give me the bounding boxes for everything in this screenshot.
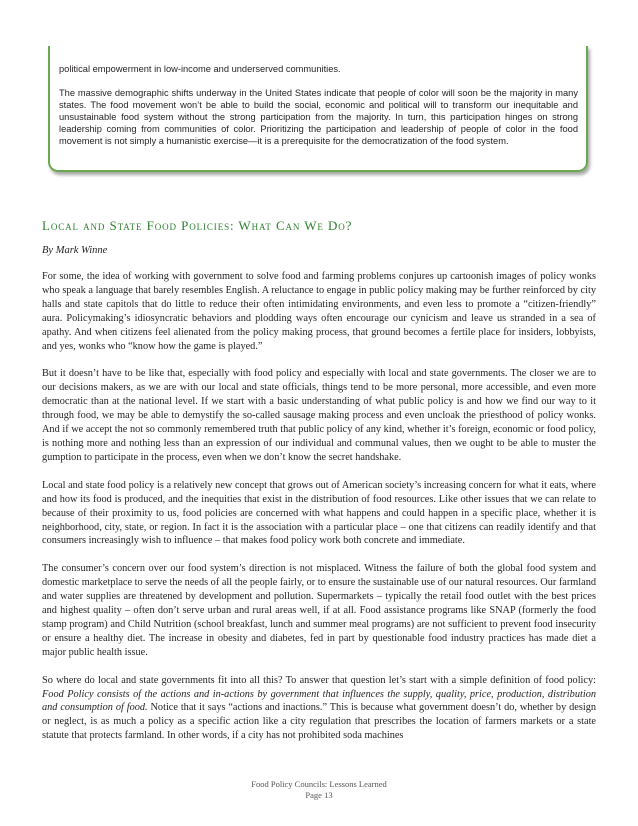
callout-paragraph: political empowerment in low-income and underserved communities. bbox=[59, 64, 341, 74]
body-paragraph bbox=[42, 674, 596, 744]
body-text: Notice that it says “actions and inactions.” This is because what government doesn’t do, whether by design or neglect, is as much a policy as a specific action like a city regulation that prescribes the location of farmers markets or a state statute that protects farmland. In other words, if a city has not prohibited soda machines bbox=[42, 702, 596, 742]
body-paragraph: For some, the idea of working with government to solve food and farming problems conjures up cartoonish images of policy wonks who speak a language that barely resembles English. A reluctance to engage in public policy making may be further reinforced by city halls and state capitols that do little to reduce their often intimidating environments, and even less to promote a “citizen-friendly” aura. Policymaking’s idiosyncratic behaviors and plodding ways often encourage our cynicism and leave us stranded in a sea of apathy. And when citizens feel alienated from the policy making process, that ground becomes a fertile place for insiders, lobbyists, and yes, wonks who “know how the game is played.” bbox=[42, 271, 596, 352]
callout-paragraph: The massive demographic shifts underway in the United States indicate that people of color will soon be the majority in many states. The food movement won’t be able to build the social, economic and political will to transform our inequitable and unsustainable food system without the strong participation from the majority. In turn, this participation hinges on strong leadership coming from communities of color. Prioritizing the participation and leadership of people of color in the food movement is not simply a humanistic exercise—it is a prerequisite for the democratization of the food system. bbox=[59, 88, 578, 147]
body-paragraph: The consumer’s concern over our food system’s direction is not misplaced. Witness the failure of both the global food system and domestic marketplace to serve the needs of all the people fairly, or to ensure the sustainable use of our natural resources. Our farmland and water supplies are threatened by development and pollution. Supermarkets – typically the retail food outlet with the best prices and highest quality – often don’t serve urban and rural areas well, if at all. Food assistance programs like SNAP (formerly the food stamp program) and Child Nutrition (school breakfast, lunch and summer meal programs) are not sufficient to prevent food insecurity or ensure a healthy diet. The increase in obesity and diabetes, fed in part by questionable food industry practices has made diet a major public health issue. bbox=[42, 563, 597, 658]
page-footer bbox=[0, 779, 638, 801]
article-body bbox=[42, 270, 596, 757]
food-policy-definition: Food Policy consists of the actions and in-actions by government that influences the supply, quality, price, production, distribution and consumption of food. bbox=[42, 688, 596, 714]
body-text: So where do local and state governments fit into all this? To answer that question let’s start with a simple definition of food policy: bbox=[42, 674, 596, 686]
page-number: Page 13 bbox=[305, 790, 333, 800]
body-paragraph: Local and state food policy is a relatively new concept that grows out of American society’s increasing concern for what it eats, where and how its food is produced, and the inequities that exist in the distribution of food resources. Like other issues that we can relate to because of their proximity to us, food policies are concerned with what happens and could happen in a specific place, whether it is neighborhood, city, state, or region. In fact it is the association with a particular place – one that citizens can readily identify and that consumers increasingly wish to influence – that makes food policy work both concrete and immediate. bbox=[42, 479, 596, 547]
section-heading: Local and State Food Policies: What Can We Do? bbox=[42, 218, 353, 233]
body-paragraph: But it doesn’t have to be like that, especially with food policy and especially with local and state governments. The closer we are to our decisions makers, as we are with our local and state officials, things tend to be more personal, more accessible, and even more democratic than at the national level. If we start with a basic understanding of what public policy is and how we find our way to it through food, we may be able to demystify the so-called sausage making process and even uncloak the priesthood of policy wonks. And if we accept the not so commonly remembered truth that public policy of any kind, whether it’s foreign, economic or food policy, is nothing more and nothing less than an expression of our individual and communal values, then we ought to be able to muster the gumption to participate in the process, even when we don’t know the secret handshake. bbox=[42, 368, 596, 463]
sidebar-callout-box bbox=[48, 46, 588, 172]
author-byline: By Mark Winne bbox=[42, 245, 108, 256]
footer-title: Food Policy Councils: Lessons Learned bbox=[251, 779, 387, 789]
